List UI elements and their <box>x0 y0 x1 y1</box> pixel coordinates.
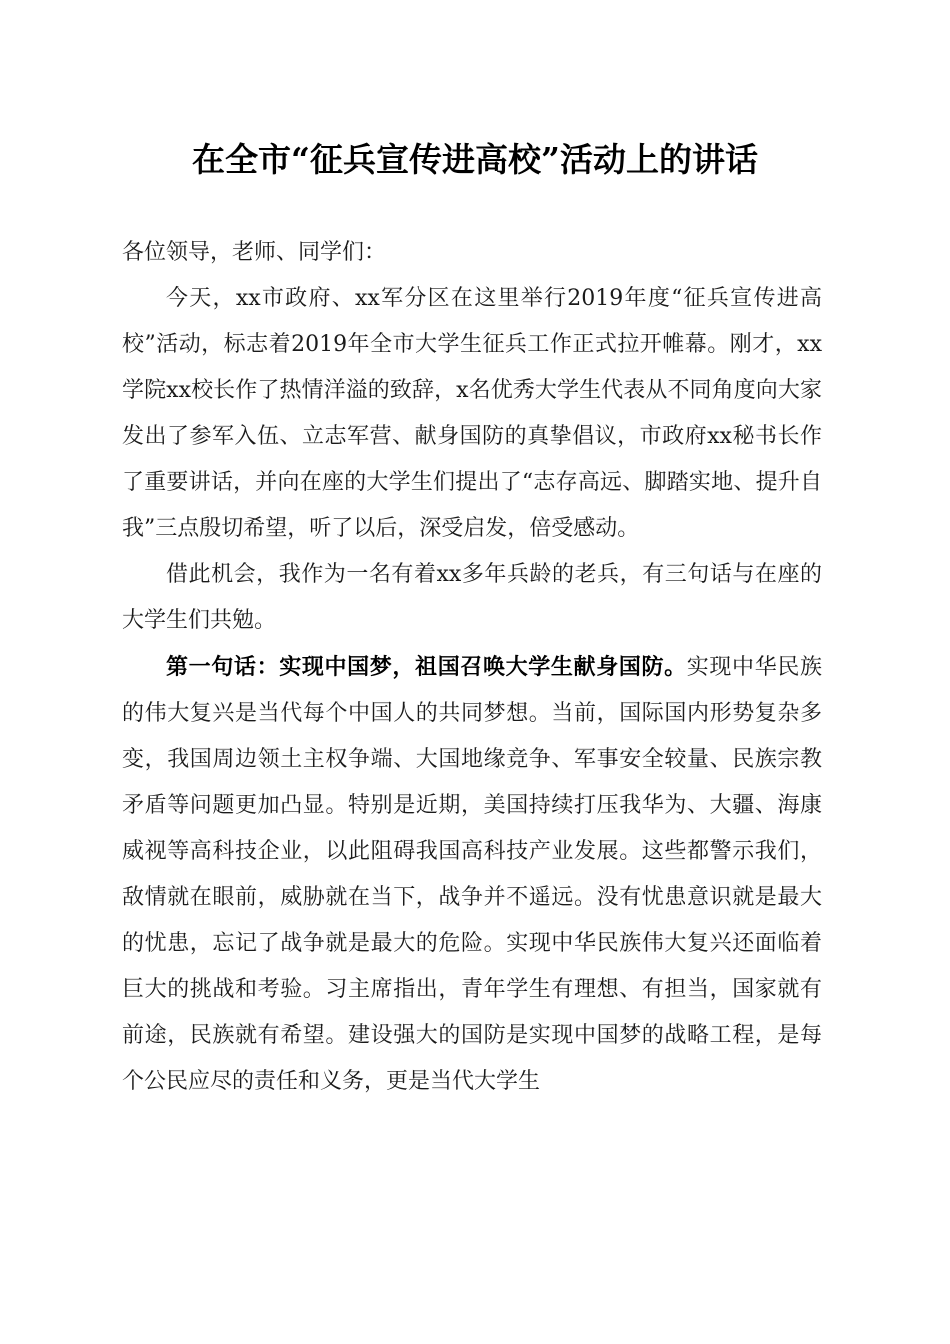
paragraph-3-body: 实现中华民族的伟大复兴是当代每个中国人的共同梦想。当前，国际国内形势复杂多变，我国周边领土主权争端、大国地缘竞争、军事安全较量、民族宗教矛盾等问题更加凸显。特别是近期，美国持续打压我华为、大疆、海康威视等高科技企业，以此阻碍我国高科技产业发展。这些都警示我们，敌情就在眼前，威胁就在当下，战争并不遥远。没有忧患意识就是最大的忧患，忘记了战争就是最大的危险。实现中华民族伟大复兴还面临着巨大的挑战和考验。习主席指出，青年学生有理想、有担当，国家就有前途，民族就有希望。建设强大的国防是实现中国梦的战略工程，是每个公民应尽的责任和义务，更是当代大学生 <box>122 655 822 1094</box>
document-body <box>122 230 822 1105</box>
paragraph-2: 借此机会，我作为一名有着xx多年兵龄的老兵，有三句话与在座的大学生们共勉。 <box>122 562 822 633</box>
greeting: 各位领导，老师、同学们： <box>122 240 387 265</box>
document-title: 在全市“征兵宣传进高校”活动上的讲话 <box>192 140 758 179</box>
paragraph-3-lead: 第一句话：实现中国梦，祖国召唤大学生献身国防。 <box>166 654 687 680</box>
paragraph-1: 今天，xx市政府、xx军分区在这里举行2019年度“征兵宣传进高校”活动，标志着2019年全市大学生征兵工作正式拉开帷幕。刚才，xx学院xx校长作了热情洋溢的致辞，x名优秀大学生代表从不同角度向大家发出了参军入伍、立志军营、献身国防的真挚倡议，市政府xx秘书长作了重要讲话，并向在座的大学生们提出了“志存高远、脚踏实地、提升自我”三点殷切希望，听了以后，深受启发，倍受感动。 <box>122 286 822 541</box>
paragraph-3 <box>122 644 822 1105</box>
